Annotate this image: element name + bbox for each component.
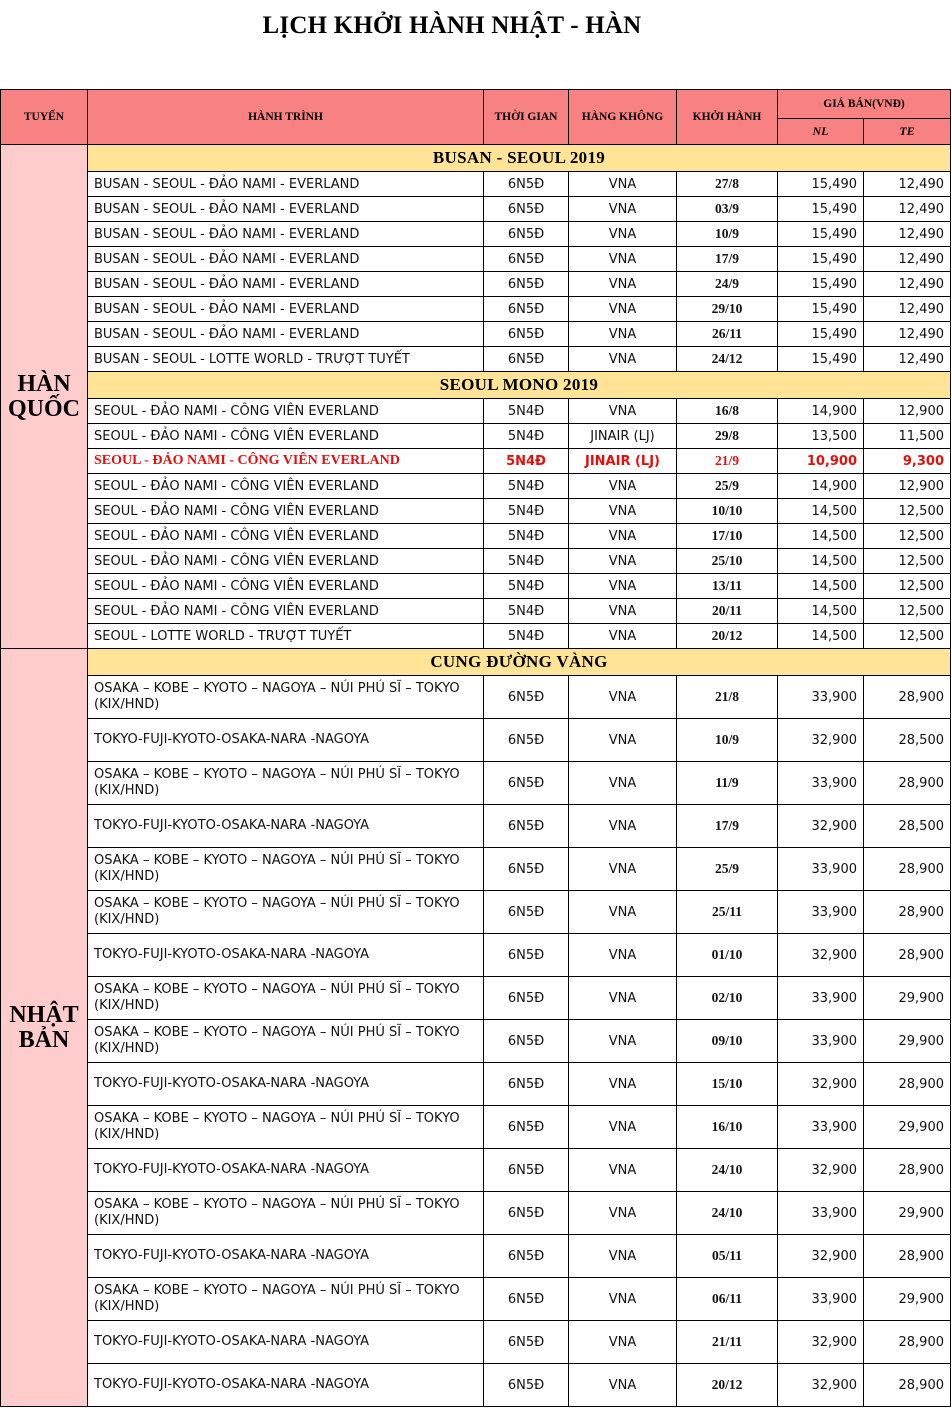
price-child-cell: 12,490 [864,297,951,322]
price-adult-cell: 32,900 [778,1235,864,1278]
price-child-cell: 12,900 [864,399,951,424]
departure-cell: 25/10 [677,549,778,574]
duration-cell: 6N5Đ [484,848,569,891]
route-cell: OSAKA – KOBE – KYOTO – NAGOYA – NÚI PHÚ SĨ – TOKYO (KIX/HND) [88,1192,484,1235]
departure-cell: 17/9 [677,805,778,848]
section-row [1,649,951,676]
airline-cell: VNA [569,805,677,848]
departure-cell: 20/11 [677,599,778,624]
schedule-table [0,89,951,1407]
table-row [1,247,951,272]
price-adult-cell: 32,900 [778,719,864,762]
departure-cell: 17/9 [677,247,778,272]
duration-cell: 5N4Đ [484,624,569,649]
price-child-cell: 28,500 [864,805,951,848]
table-row [1,197,951,222]
price-adult-cell: 32,900 [778,934,864,977]
price-child-cell: 12,490 [864,222,951,247]
departure-cell: 21/11 [677,1321,778,1364]
table-row [1,719,951,762]
price-child-cell: 29,900 [864,1020,951,1063]
route-cell: SEOUL - LOTTE WORLD - TRƯỢT TUYẾT [88,624,484,649]
airline-cell: VNA [569,624,677,649]
airline-cell: VNA [569,762,677,805]
route-cell: SEOUL - ĐẢO NAMI - CÔNG VIÊN EVERLAND [88,499,484,524]
table-row [1,474,951,499]
duration-cell: 5N4Đ [484,524,569,549]
header-khoi-hanh: KHỞI HÀNH [677,90,778,145]
route-cell: BUSAN - SEOUL - ĐẢO NAMI - EVERLAND [88,272,484,297]
price-adult-cell: 15,490 [778,297,864,322]
route-cell: SEOUL - ĐẢO NAMI - CÔNG VIÊN EVERLAND [88,399,484,424]
price-child-cell: 12,500 [864,524,951,549]
route-cell: BUSAN - SEOUL - ĐẢO NAMI - EVERLAND [88,172,484,197]
table-row [1,1364,951,1407]
duration-cell: 6N5Đ [484,272,569,297]
airline-cell: VNA [569,848,677,891]
price-child-cell: 12,490 [864,172,951,197]
price-child-cell: 12,490 [864,197,951,222]
price-adult-cell: 33,900 [778,848,864,891]
table-row [1,676,951,719]
departure-cell: 16/10 [677,1106,778,1149]
price-adult-cell: 15,490 [778,247,864,272]
duration-cell: 6N5Đ [484,1364,569,1407]
airline-cell: VNA [569,1192,677,1235]
duration-cell: 6N5Đ [484,762,569,805]
departure-cell: 25/9 [677,848,778,891]
price-child-cell: 12,490 [864,272,951,297]
route-cell: BUSAN - SEOUL - ĐẢO NAMI - EVERLAND [88,297,484,322]
airline-cell: VNA [569,272,677,297]
departure-cell: 01/10 [677,934,778,977]
departure-cell: 13/11 [677,574,778,599]
table-body [1,145,951,1407]
price-adult-cell: 33,900 [778,1278,864,1321]
route-cell: OSAKA – KOBE – KYOTO – NAGOYA – NÚI PHÚ SĨ – TOKYO (KIX/HND) [88,676,484,719]
table-row [1,934,951,977]
price-adult-cell: 32,900 [778,1149,864,1192]
header-hanh-trinh: HÀNH TRÌNH [88,90,484,145]
price-adult-cell: 33,900 [778,1020,864,1063]
airline-cell: VNA [569,499,677,524]
price-adult-cell: 14,500 [778,599,864,624]
table-row [1,762,951,805]
price-adult-cell: 15,490 [778,172,864,197]
price-adult-cell: 14,900 [778,399,864,424]
price-child-cell: 29,900 [864,1192,951,1235]
airline-cell: VNA [569,347,677,372]
section-title: BUSAN - SEOUL 2019 [88,145,951,172]
table-row [1,805,951,848]
airline-cell: VNA [569,322,677,347]
airline-cell: VNA [569,1149,677,1192]
table-row [1,499,951,524]
price-adult-cell: 14,500 [778,549,864,574]
header-thoi-gian: THỜI GIAN [484,90,569,145]
price-adult-cell: 15,490 [778,272,864,297]
departure-cell: 29/8 [677,424,778,449]
table-row [1,891,951,934]
price-child-cell: 12,490 [864,347,951,372]
price-adult-cell: 14,500 [778,524,864,549]
departure-cell: 05/11 [677,1235,778,1278]
header-hang-khong: HÀNG KHÔNG [569,90,677,145]
departure-cell: 06/11 [677,1278,778,1321]
price-child-cell: 12,900 [864,474,951,499]
price-child-cell: 12,500 [864,574,951,599]
route-cell: SEOUL - ĐẢO NAMI - CÔNG VIÊN EVERLAND [88,599,484,624]
duration-cell: 6N5Đ [484,197,569,222]
duration-cell: 6N5Đ [484,805,569,848]
duration-cell: 5N4Đ [484,449,569,474]
price-child-cell: 28,900 [864,1063,951,1106]
airline-cell: JINAIR (LJ) [569,424,677,449]
duration-cell: 6N5Đ [484,676,569,719]
price-adult-cell: 32,900 [778,1321,864,1364]
route-cell: BUSAN - SEOUL - ĐẢO NAMI - EVERLAND [88,247,484,272]
section-row [1,372,951,399]
departure-cell: 20/12 [677,624,778,649]
route-cell: TOKYO-FUJI-KYOTO-OSAKA-NARA -NAGOYA [88,1235,484,1278]
departure-cell: 24/9 [677,272,778,297]
price-child-cell: 28,900 [864,762,951,805]
price-adult-cell: 32,900 [778,1364,864,1407]
price-child-cell: 28,900 [864,1364,951,1407]
table-row [1,297,951,322]
table-row [1,222,951,247]
section-title: CUNG ĐƯỜNG VÀNG [88,649,951,676]
price-child-cell: 28,500 [864,719,951,762]
airline-cell: JINAIR (LJ) [569,449,677,474]
price-adult-cell: 15,490 [778,322,864,347]
airline-cell: VNA [569,1020,677,1063]
price-adult-cell: 33,900 [778,1192,864,1235]
table-row [1,524,951,549]
duration-cell: 5N4Đ [484,399,569,424]
header-nl: NL [778,119,864,145]
price-adult-cell: 13,500 [778,424,864,449]
price-child-cell: 9,300 [864,449,951,474]
price-child-cell: 28,900 [864,1321,951,1364]
table-row [1,549,951,574]
price-adult-cell: 14,900 [778,474,864,499]
price-child-cell: 28,900 [864,891,951,934]
airline-cell: VNA [569,1063,677,1106]
airline-cell: VNA [569,934,677,977]
departure-cell: 21/8 [677,676,778,719]
airline-cell: VNA [569,676,677,719]
table-row [1,1149,951,1192]
route-cell: BUSAN - SEOUL - LOTTE WORLD - TRƯỢT TUYẾT [88,347,484,372]
airline-cell: VNA [569,197,677,222]
duration-cell: 6N5Đ [484,1063,569,1106]
table-row [1,599,951,624]
departure-cell: 21/9 [677,449,778,474]
table-row [1,574,951,599]
departure-cell: 17/10 [677,524,778,549]
departure-cell: 24/10 [677,1149,778,1192]
duration-cell: 6N5Đ [484,172,569,197]
departure-cell: 10/9 [677,222,778,247]
route-cell: TOKYO-FUJI-KYOTO-OSAKA-NARA -NAGOYA [88,1321,484,1364]
price-adult-cell: 33,900 [778,977,864,1020]
price-adult-cell: 14,500 [778,499,864,524]
duration-cell: 5N4Đ [484,474,569,499]
table-row [1,449,951,474]
airline-cell: VNA [569,891,677,934]
price-child-cell: 12,500 [864,549,951,574]
price-child-cell: 28,900 [864,676,951,719]
price-child-cell: 29,900 [864,1278,951,1321]
price-child-cell: 28,900 [864,1149,951,1192]
route-cell: SEOUL - ĐẢO NAMI - CÔNG VIÊN EVERLAND [88,449,484,474]
duration-cell: 6N5Đ [484,1106,569,1149]
route-cell: SEOUL - ĐẢO NAMI - CÔNG VIÊN EVERLAND [88,549,484,574]
header-gia-ban: GIÁ BÁN(VNĐ) [778,90,951,119]
header-tuyen: TUYẾN [1,90,88,145]
departure-cell: 20/12 [677,1364,778,1407]
price-adult-cell: 10,900 [778,449,864,474]
duration-cell: 5N4Đ [484,499,569,524]
table-row [1,1063,951,1106]
route-cell: OSAKA – KOBE – KYOTO – NAGOYA – NÚI PHÚ SĨ – TOKYO (KIX/HND) [88,762,484,805]
duration-cell: 6N5Đ [484,891,569,934]
duration-cell: 6N5Đ [484,1020,569,1063]
airline-cell: VNA [569,172,677,197]
duration-cell: 6N5Đ [484,1192,569,1235]
duration-cell: 5N4Đ [484,599,569,624]
table-header [1,90,951,145]
page-title: LỊCH KHỞI HÀNH NHẬT - HÀN [262,12,642,39]
route-cell: SEOUL - ĐẢO NAMI - CÔNG VIÊN EVERLAND [88,524,484,549]
duration-cell: 6N5Đ [484,297,569,322]
duration-cell: 6N5Đ [484,1321,569,1364]
route-cell: BUSAN - SEOUL - ĐẢO NAMI - EVERLAND [88,322,484,347]
departure-cell: 25/11 [677,891,778,934]
table-row [1,272,951,297]
route-cell: BUSAN - SEOUL - ĐẢO NAMI - EVERLAND [88,197,484,222]
price-adult-cell: 15,490 [778,347,864,372]
route-cell: SEOUL - ĐẢO NAMI - CÔNG VIÊN EVERLAND [88,424,484,449]
price-child-cell: 12,500 [864,624,951,649]
price-adult-cell: 32,900 [778,805,864,848]
departure-cell: 02/10 [677,977,778,1020]
price-child-cell: 11,500 [864,424,951,449]
duration-cell: 5N4Đ [484,549,569,574]
price-adult-cell: 33,900 [778,1106,864,1149]
price-adult-cell: 33,900 [778,676,864,719]
duration-cell: 6N5Đ [484,1278,569,1321]
price-child-cell: 12,500 [864,499,951,524]
departure-cell: 25/9 [677,474,778,499]
airline-cell: VNA [569,574,677,599]
price-adult-cell: 14,500 [778,574,864,599]
price-child-cell: 28,900 [864,934,951,977]
table-row [1,848,951,891]
departure-cell: 29/10 [677,297,778,322]
table-row [1,322,951,347]
route-cell: OSAKA – KOBE – KYOTO – NAGOYA – NÚI PHÚ SĨ – TOKYO (KIX/HND) [88,1106,484,1149]
route-cell: TOKYO-FUJI-KYOTO-OSAKA-NARA -NAGOYA [88,934,484,977]
duration-cell: 6N5Đ [484,322,569,347]
price-child-cell: 12,490 [864,322,951,347]
departure-cell: 26/11 [677,322,778,347]
table-row [1,347,951,372]
route-cell: OSAKA – KOBE – KYOTO – NAGOYA – NÚI PHÚ SĨ – TOKYO (KIX/HND) [88,848,484,891]
price-child-cell: 28,900 [864,848,951,891]
price-adult-cell: 15,490 [778,197,864,222]
price-adult-cell: 14,500 [778,624,864,649]
country-label: NHẬT BẢN [1,649,88,1407]
duration-cell: 6N5Đ [484,719,569,762]
route-cell: OSAKA – KOBE – KYOTO – NAGOYA – NÚI PHÚ SĨ – TOKYO (KIX/HND) [88,891,484,934]
table-row [1,1106,951,1149]
table-row [1,624,951,649]
price-adult-cell: 33,900 [778,762,864,805]
duration-cell: 5N4Đ [484,574,569,599]
price-adult-cell: 15,490 [778,222,864,247]
route-cell: BUSAN - SEOUL - ĐẢO NAMI - EVERLAND [88,222,484,247]
table-row [1,1278,951,1321]
airline-cell: VNA [569,247,677,272]
route-cell: TOKYO-FUJI-KYOTO-OSAKA-NARA -NAGOYA [88,1149,484,1192]
duration-cell: 6N5Đ [484,934,569,977]
route-cell: SEOUL - ĐẢO NAMI - CÔNG VIÊN EVERLAND [88,474,484,499]
airline-cell: VNA [569,297,677,322]
airline-cell: VNA [569,399,677,424]
price-child-cell: 12,500 [864,599,951,624]
route-cell: OSAKA – KOBE – KYOTO – NAGOYA – NÚI PHÚ SĨ – TOKYO (KIX/HND) [88,977,484,1020]
table-row [1,399,951,424]
header-te: TE [864,119,951,145]
duration-cell: 5N4Đ [484,424,569,449]
airline-cell: VNA [569,549,677,574]
airline-cell: VNA [569,599,677,624]
section-title: SEOUL MONO 2019 [88,372,951,399]
route-cell: OSAKA – KOBE – KYOTO – NAGOYA – NÚI PHÚ SĨ – TOKYO (KIX/HND) [88,1020,484,1063]
airline-cell: VNA [569,222,677,247]
departure-cell: 09/10 [677,1020,778,1063]
table-row [1,172,951,197]
country-label: HÀN QUỐC [1,145,88,649]
departure-cell: 24/10 [677,1192,778,1235]
table-row [1,1235,951,1278]
departure-cell: 10/9 [677,719,778,762]
duration-cell: 6N5Đ [484,977,569,1020]
price-child-cell: 29,900 [864,977,951,1020]
route-cell: TOKYO-FUJI-KYOTO-OSAKA-NARA -NAGOYA [88,1063,484,1106]
airline-cell: VNA [569,719,677,762]
airline-cell: VNA [569,1235,677,1278]
departure-cell: 27/8 [677,172,778,197]
duration-cell: 6N5Đ [484,1149,569,1192]
route-cell: TOKYO-FUJI-KYOTO-OSAKA-NARA -NAGOYA [88,719,484,762]
airline-cell: VNA [569,1278,677,1321]
airline-cell: VNA [569,1106,677,1149]
departure-cell: 16/8 [677,399,778,424]
duration-cell: 6N5Đ [484,222,569,247]
airline-cell: VNA [569,524,677,549]
departure-cell: 10/10 [677,499,778,524]
airline-cell: VNA [569,1364,677,1407]
duration-cell: 6N5Đ [484,1235,569,1278]
departure-cell: 11/9 [677,762,778,805]
departure-cell: 15/10 [677,1063,778,1106]
price-adult-cell: 33,900 [778,891,864,934]
departure-cell: 03/9 [677,197,778,222]
route-cell: TOKYO-FUJI-KYOTO-OSAKA-NARA -NAGOYA [88,805,484,848]
table-row [1,1020,951,1063]
price-child-cell: 29,900 [864,1106,951,1149]
airline-cell: VNA [569,1321,677,1364]
section-row [1,145,951,172]
table-row [1,424,951,449]
table-row [1,1321,951,1364]
table-row [1,977,951,1020]
table-row [1,1192,951,1235]
route-cell: TOKYO-FUJI-KYOTO-OSAKA-NARA -NAGOYA [88,1364,484,1407]
duration-cell: 6N5Đ [484,247,569,272]
airline-cell: VNA [569,977,677,1020]
route-cell: OSAKA – KOBE – KYOTO – NAGOYA – NÚI PHÚ SĨ – TOKYO (KIX/HND) [88,1278,484,1321]
departure-cell: 24/12 [677,347,778,372]
price-adult-cell: 32,900 [778,1063,864,1106]
price-child-cell: 12,490 [864,247,951,272]
airline-cell: VNA [569,474,677,499]
price-child-cell: 28,900 [864,1235,951,1278]
route-cell: SEOUL - ĐẢO NAMI - CÔNG VIÊN EVERLAND [88,574,484,599]
duration-cell: 6N5Đ [484,347,569,372]
